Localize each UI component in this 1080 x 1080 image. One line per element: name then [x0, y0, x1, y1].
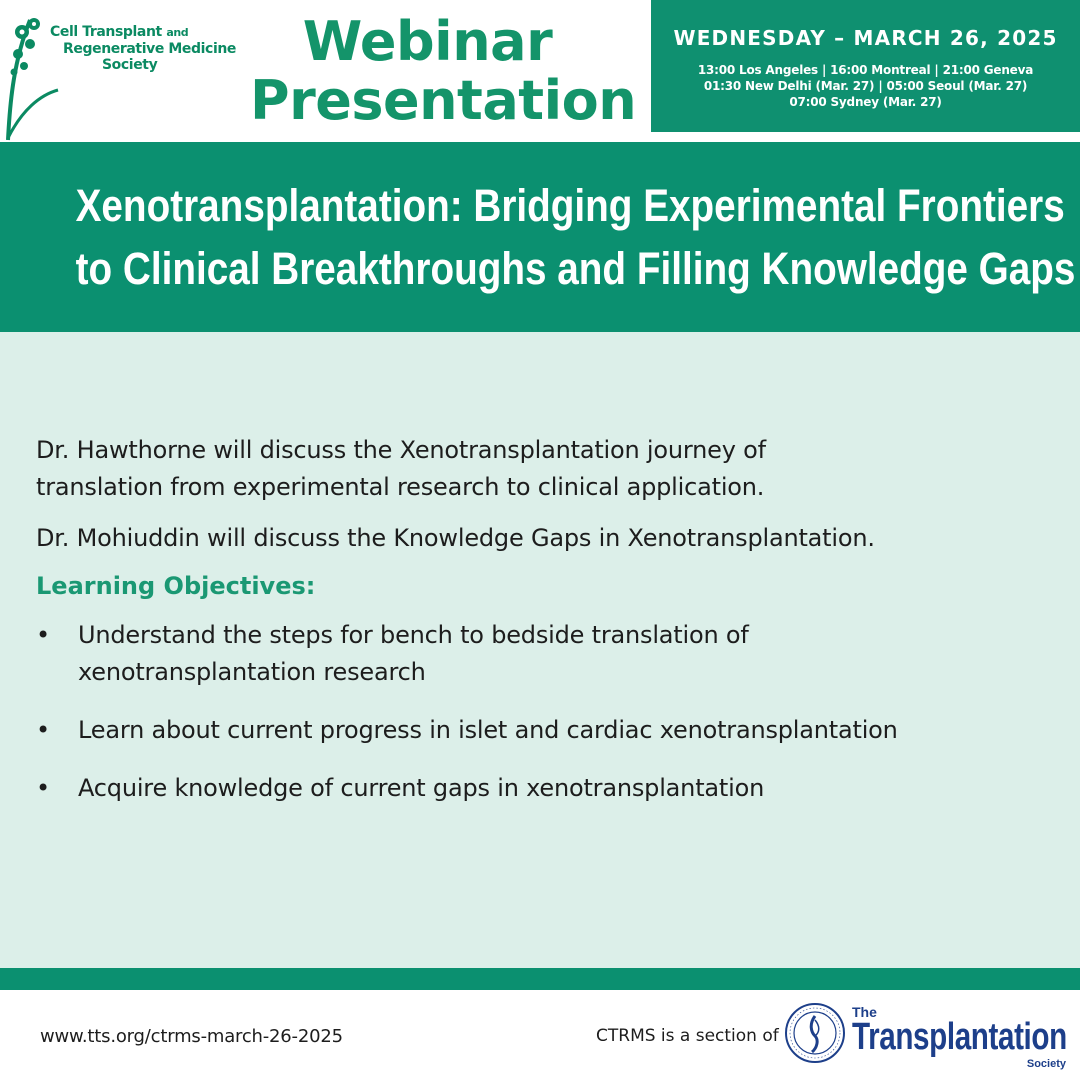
date-box [651, 0, 1080, 132]
ctrms-logo [0, 0, 250, 142]
org-name [50, 24, 250, 73]
presentation-title [75, 174, 1076, 300]
time-line: 13:00 Los Angeles | 16:00 Montreal | 21:00 Geneva [697, 63, 1034, 77]
event-date: WEDNESDAY – MARCH 26, 2025 [673, 26, 1058, 50]
event-times [651, 62, 1080, 110]
description-paragraph: Dr. Mohiuddin will discuss the Knowledge Gaps in Xenotransplantation. [36, 524, 875, 552]
header [0, 0, 1080, 142]
org-name-line3: Society [102, 57, 158, 73]
objectives-list [36, 617, 1066, 807]
bullet-icon: • [36, 774, 50, 802]
webinar-title-line2: Presentation [250, 69, 637, 132]
webinar-title-line1: Webinar [302, 10, 553, 73]
objectives-heading: Learning Objectives: [36, 572, 316, 600]
description-content [36, 432, 1066, 828]
bullet-icon: • [36, 621, 50, 649]
title-bar [0, 142, 1080, 332]
objective-item [36, 712, 1066, 749]
objective-line: Understand the steps for bench to bedside translation of [78, 621, 749, 649]
objective-item [36, 770, 1066, 807]
tts-seal-icon [784, 1002, 846, 1064]
description-panel [0, 332, 1080, 968]
objective-line: Acquire knowledge of current gaps in xenotransplantation [78, 774, 765, 802]
footer-divider [0, 968, 1080, 990]
objective-line: xenotransplantation research [78, 658, 426, 686]
footer [0, 990, 1080, 1080]
org-name-line1: Cell Transplant [50, 24, 162, 40]
bullet-icon: • [36, 716, 50, 744]
org-name-line2: Regenerative Medicine [63, 41, 236, 57]
time-line: 07:00 Sydney (Mar. 27) [789, 95, 942, 109]
event-url-link[interactable]: www.tts.org/ctrms-march-26-2025 [40, 1026, 343, 1047]
description-paragraph [36, 432, 1066, 506]
objective-item [36, 617, 1066, 691]
paragraph-line: Dr. Hawthorne will discuss the Xenotransplantation journey of [36, 436, 766, 464]
time-line: 01:30 New Delhi (Mar. 27) | 05:00 Seoul (Mar. 27) [703, 79, 1028, 93]
tts-logo-society: Society [1026, 1058, 1066, 1070]
paragraph-line: translation from experimental research to clinical application. [36, 473, 765, 501]
webinar-title [250, 10, 637, 132]
tts-logo-name: Transplantation [852, 1016, 1067, 1058]
objective-line: Learn about current progress in islet and cardiac xenotransplantation [78, 716, 898, 744]
presentation-title-line1: Xenotransplantation: Bridging Experimental Frontiers [75, 180, 1065, 231]
tts-logo-the: The [852, 1004, 877, 1020]
org-name-and: and [166, 26, 189, 39]
section-of-text: CTRMS is a section of [596, 1026, 779, 1046]
presentation-title-line2: to Clinical Breakthroughs and Filling Knowledge Gaps [75, 243, 1076, 294]
